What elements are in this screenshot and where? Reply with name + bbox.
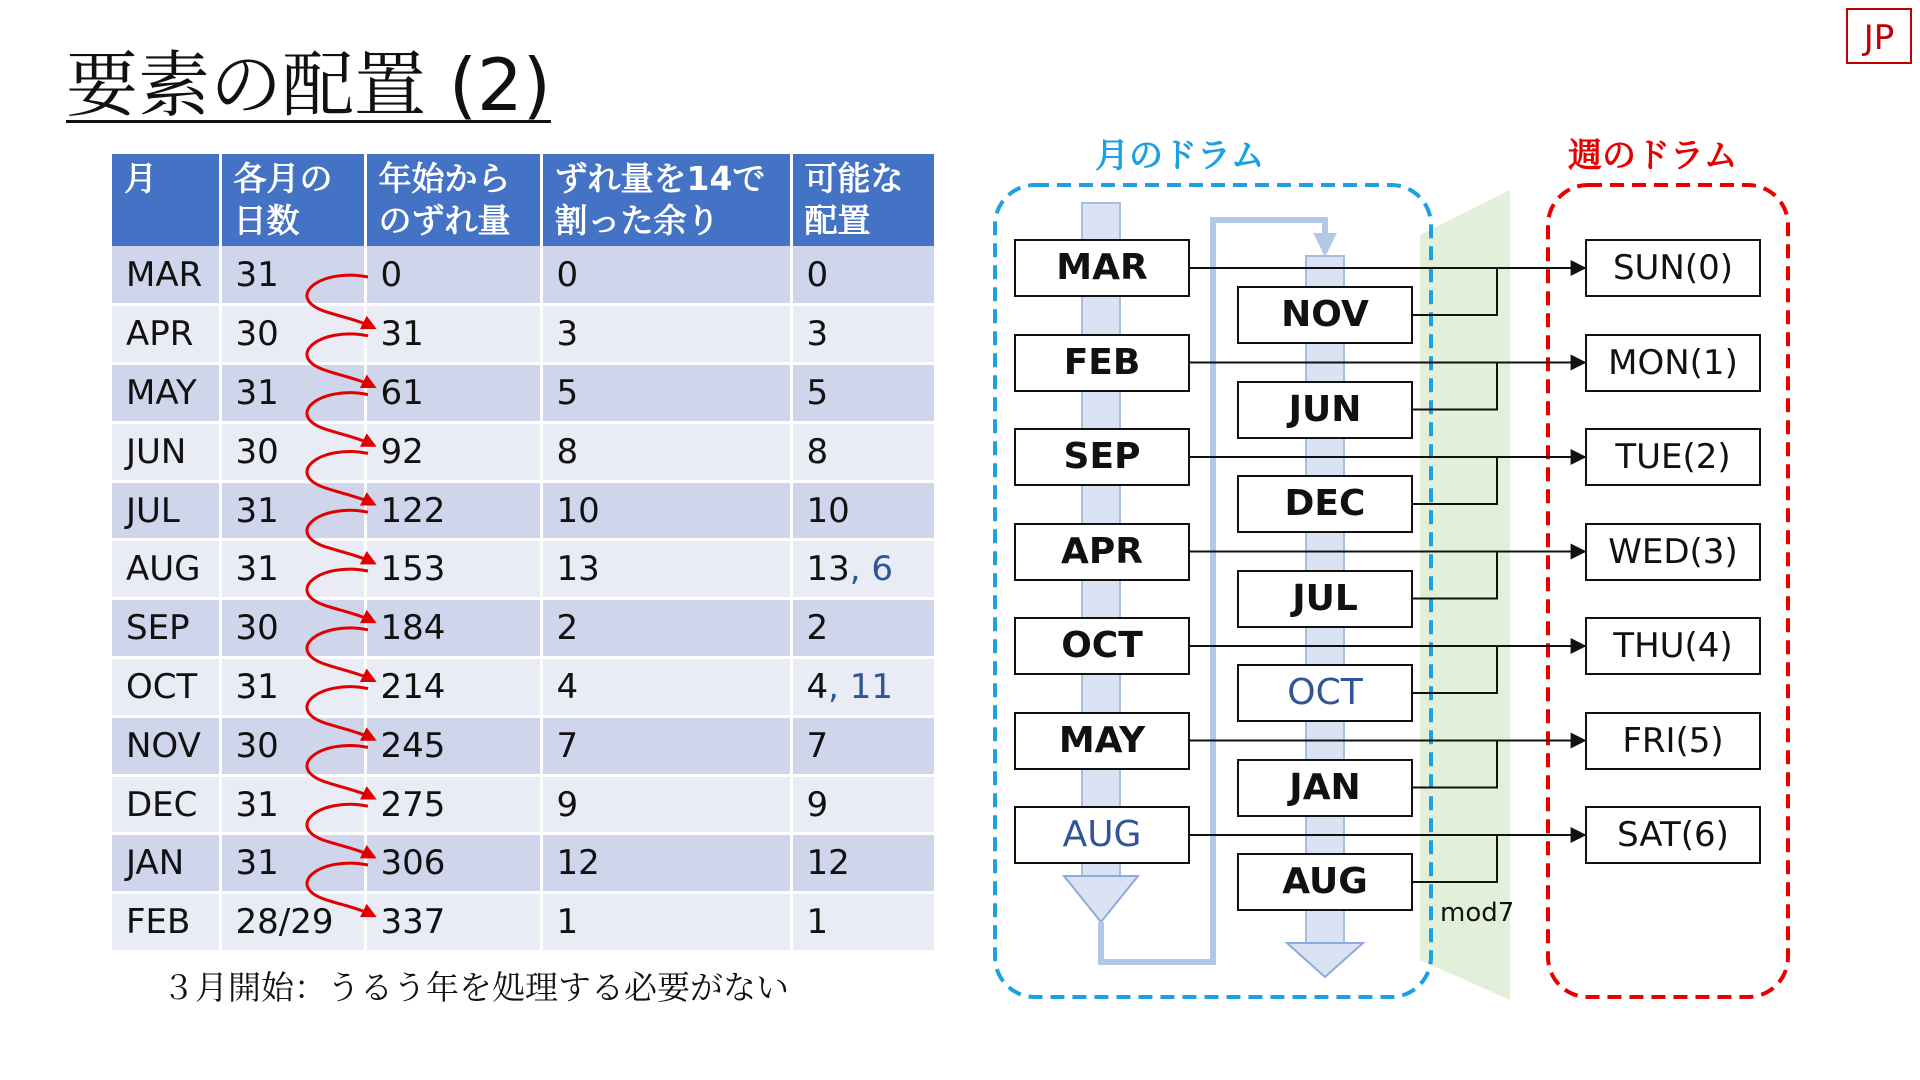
cell-days: 28/29 (220, 893, 365, 952)
cell-remainder: 2 (541, 599, 791, 658)
placement-alt-value: , 11 (828, 666, 894, 707)
cell-days: 31 (220, 775, 365, 834)
note-text: ３月開始：うるう年を処理する必要がない (162, 968, 789, 1007)
cell-month: SEP (112, 599, 220, 658)
header-days: 各月の日数 (220, 154, 365, 246)
cell-remainder: 13 (541, 540, 791, 599)
cell-days: 31 (220, 834, 365, 893)
cell-month: NOV (112, 716, 220, 775)
cell-remainder: 0 (541, 246, 791, 305)
offset-arrow (307, 510, 374, 563)
cell-offset: 184 (365, 599, 541, 658)
cell-days: 31 (220, 540, 365, 599)
month-drum-right-item: AUG (1237, 853, 1413, 911)
cell-offset: 92 (365, 422, 541, 481)
week-drum-day-item: SAT(6) (1585, 806, 1761, 864)
cell-remainder: 1 (541, 893, 791, 952)
week-drum-title: 週のドラム (1568, 136, 1738, 176)
cell-month: DEC (112, 775, 220, 834)
month-drum-left-item: MAY (1014, 712, 1190, 770)
cell-days: 30 (220, 716, 365, 775)
page-title: 要素の配置 (2) (66, 43, 551, 127)
month-drum-right-item: JAN (1237, 759, 1413, 817)
week-drum-day-item: WED(3) (1585, 523, 1761, 581)
placement-value: 0 (806, 254, 829, 295)
header-placement: 可能な配置 (791, 154, 935, 246)
cell-remainder: 12 (541, 834, 791, 893)
cell-month: JAN (112, 834, 220, 893)
cell-month: OCT (112, 658, 220, 717)
week-drum-day-item: THU(4) (1585, 617, 1761, 675)
week-drum-border (1548, 185, 1788, 997)
placement-value: 5 (806, 372, 829, 413)
month-drum-left-item: OCT (1014, 617, 1190, 675)
cell-days: 31 (220, 246, 365, 305)
mod7-label: mod7 (1440, 898, 1515, 928)
cell-offset: 122 (365, 481, 541, 540)
week-drum-day-item: FRI(5) (1585, 712, 1761, 770)
offset-arrow (307, 687, 374, 740)
left-drum-arrowhead (1064, 876, 1138, 922)
cell-offset: 31 (365, 305, 541, 364)
week-drum-day-item: MON(1) (1585, 334, 1761, 392)
language-badge[interactable]: JP (1846, 8, 1912, 64)
offset-arrow (307, 628, 374, 681)
cell-offset: 245 (365, 716, 541, 775)
cell-offset: 337 (365, 893, 541, 952)
cell-offset: 0 (365, 246, 541, 305)
placement-value: 12 (806, 843, 850, 884)
cell-remainder: 9 (541, 775, 791, 834)
month-drum-left-item: AUG (1014, 806, 1190, 864)
month-drum-right-item: DEC (1237, 475, 1413, 533)
offset-arrow (307, 393, 374, 446)
month-drum-title: 月のドラム (1095, 136, 1265, 176)
placement-value: 8 (806, 431, 829, 472)
cell-days: 30 (220, 599, 365, 658)
month-drum-right-item: OCT (1237, 664, 1413, 722)
cell-month: AUG (112, 540, 220, 599)
cell-days: 31 (220, 481, 365, 540)
placement-value: 7 (806, 725, 829, 766)
header-offset: 年始からのずれ量 (365, 154, 541, 246)
offset-arrow (307, 569, 374, 622)
header-remainder: ずれ量を14で割った余り (541, 154, 791, 246)
cell-offset: 275 (365, 775, 541, 834)
cell-month: FEB (112, 893, 220, 952)
placement-value: 2 (806, 608, 829, 649)
cell-offset: 153 (365, 540, 541, 599)
cell-remainder: 7 (541, 716, 791, 775)
header-month: 月 (112, 154, 220, 246)
month-drum-left-item: FEB (1014, 334, 1190, 392)
placement-value: 9 (806, 784, 829, 825)
placement-value: 4 (806, 666, 829, 707)
cell-month: MAY (112, 364, 220, 423)
cell-month: JUN (112, 422, 220, 481)
cell-remainder: 8 (541, 422, 791, 481)
placement-value: 13 (806, 549, 850, 590)
cell-offset: 214 (365, 658, 541, 717)
offset-arrow (307, 863, 374, 916)
cell-offset: 306 (365, 834, 541, 893)
month-drum-left-item: APR (1014, 523, 1190, 581)
week-drum-day-item: SUN(0) (1585, 239, 1761, 297)
cell-days: 31 (220, 364, 365, 423)
offset-accumulation-arrows (307, 275, 374, 916)
month-drum-right-item: JUL (1237, 570, 1413, 628)
offset-arrow (307, 804, 374, 857)
cell-remainder: 5 (541, 364, 791, 423)
cell-remainder: 4 (541, 658, 791, 717)
placement-value: 1 (806, 902, 829, 943)
placement-value: 3 (806, 314, 829, 355)
month-drum-right-item: NOV (1237, 286, 1413, 344)
cell-month: MAR (112, 246, 220, 305)
offset-arrow (307, 334, 374, 387)
right-drum-arrowhead (1287, 943, 1363, 977)
month-drum-left-item: MAR (1014, 239, 1190, 297)
month-drum-right-item: JUN (1237, 381, 1413, 439)
placement-value: 10 (806, 490, 850, 531)
offset-arrow (307, 275, 374, 328)
cell-days: 30 (220, 422, 365, 481)
offset-arrow (307, 451, 374, 504)
cell-days: 30 (220, 305, 365, 364)
cell-remainder: 3 (541, 305, 791, 364)
cell-remainder: 10 (541, 481, 791, 540)
cell-days: 31 (220, 658, 365, 717)
cell-month: APR (112, 305, 220, 364)
offset-arrow (307, 745, 374, 798)
cell-offset: 61 (365, 364, 541, 423)
placement-alt-value: , 6 (849, 549, 894, 590)
month-drum-left-item: SEP (1014, 428, 1190, 486)
cell-month: JUL (112, 481, 220, 540)
week-drum-day-item: TUE(2) (1585, 428, 1761, 486)
